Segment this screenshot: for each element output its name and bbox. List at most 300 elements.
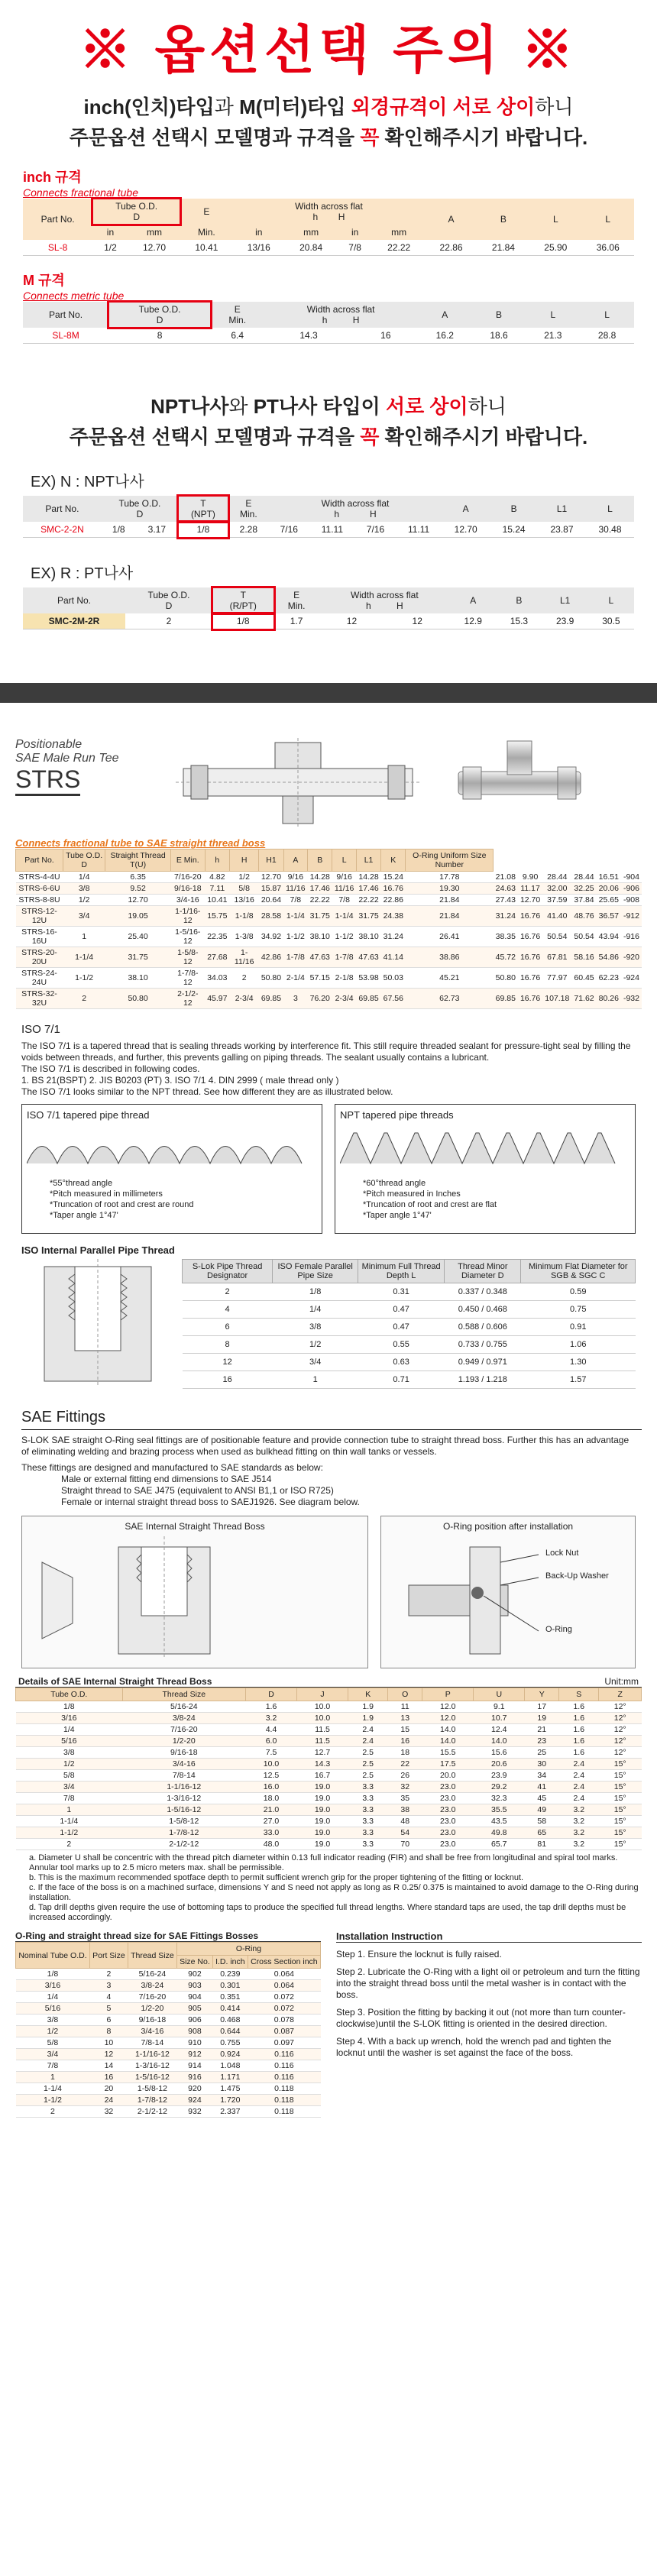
- table-cell: 20: [89, 2083, 128, 2095]
- header-cell: U: [474, 1688, 525, 1701]
- table-cell: 50.03: [381, 968, 406, 989]
- table-cell: 21: [525, 1724, 559, 1736]
- table-cell: 80.26: [597, 989, 621, 1009]
- table-cell: 904: [176, 1992, 212, 2003]
- oring-diagram-title: O-Ring position after installation: [442, 1521, 574, 1532]
- table-cell: 2.4: [559, 1793, 599, 1804]
- table-row: [16, 1969, 321, 1980]
- iso-paragraph: The ISO 7/1 is a tapered thread that is sealing threads working by interference fit. This still require threaded sealant for pressure-tight seal by filling the voids between threads, and further, this prevents galling on piping threads. The sealant usually contains a lubricant.: [21, 1040, 631, 1063]
- table-cell: STRS-8-8U: [16, 895, 63, 906]
- table-cell: 4: [89, 1992, 128, 2003]
- table-cell: 10.0: [297, 1701, 348, 1713]
- table-cell: 20.64: [259, 895, 283, 906]
- table-cell: -924: [621, 968, 642, 989]
- cell: 8: [108, 328, 211, 344]
- table-cell: 2.5: [348, 1747, 388, 1759]
- bullet: *Truncation of root and crest are flat: [363, 1200, 497, 1209]
- sae-standard: Straight thread to SAE J475 (equivalent to ANSI B1,1 or ISO R725): [61, 1485, 334, 1496]
- table-cell: 29.2: [474, 1782, 525, 1793]
- header-e: E Min.: [287, 590, 306, 611]
- table-cell: 62.23: [597, 968, 621, 989]
- table-cell: 3.3: [348, 1804, 388, 1816]
- table-cell: 910: [176, 2037, 212, 2049]
- table-cell: 37.59: [542, 895, 571, 906]
- cell: 11.11: [309, 522, 355, 538]
- header-a: A: [470, 595, 477, 606]
- table-cell: 1-11/16: [229, 947, 258, 968]
- oring-size-table: [15, 1942, 321, 2118]
- table-row: [16, 2072, 321, 2083]
- table-cell: 1-7/8-12: [122, 1827, 245, 1839]
- header-tube-od: Tube O.D. D: [118, 498, 161, 519]
- header-width: Width across flat h H: [350, 590, 419, 611]
- table-cell: STRS-12-12U: [16, 906, 63, 927]
- table-cell: 50.80: [494, 968, 518, 989]
- oring-size-title: O-Ring and straight thread size for SAE Fittings Bosses: [15, 1930, 321, 1942]
- table-cell: 1.720: [212, 2095, 248, 2106]
- part-no: SMC-2-2N: [23, 522, 102, 538]
- table-cell: 17.46: [308, 883, 332, 895]
- table-cell: 31.24: [494, 906, 518, 927]
- cell: 1.7: [274, 613, 319, 629]
- table-cell: 1-1/16-12: [122, 1782, 245, 1793]
- table-cell: 1-7/8: [332, 947, 357, 968]
- header-l: L: [608, 595, 614, 606]
- header-width: Width across flat h H: [295, 201, 363, 222]
- details-notes: [15, 1853, 642, 1923]
- table-cell: 27.43: [494, 895, 518, 906]
- sub-in: in: [106, 227, 115, 238]
- table-cell: 7.11: [205, 883, 229, 895]
- table-cell: 16.0: [245, 1782, 296, 1793]
- table-cell: 27.68: [205, 947, 229, 968]
- header-b: B: [500, 214, 507, 225]
- header-tube-od: Tube O.D. D: [108, 302, 211, 328]
- table-cell: 45.97: [205, 989, 229, 1009]
- table-cell: 12°: [599, 1713, 642, 1724]
- table-cell: 0.097: [248, 2037, 320, 2049]
- header-e: E Min.: [240, 498, 257, 519]
- table-cell: 3/4-16: [170, 895, 205, 906]
- table-cell: 0.414: [212, 2003, 248, 2015]
- part-no: SL-8: [23, 240, 92, 256]
- table-cell: 1.6: [245, 1701, 296, 1713]
- table-cell: 7/16-20: [128, 1992, 176, 2003]
- table-cell: 23.0: [422, 1816, 474, 1827]
- iso-parallel-section: [15, 1244, 642, 1389]
- table-cell: 2-1/2-12: [128, 2106, 176, 2118]
- parallel-thread-diagram: [21, 1259, 174, 1389]
- table-cell: 1.6: [559, 1736, 599, 1747]
- table-cell: 905: [176, 2003, 212, 2015]
- iso-title: ISO 7/1: [21, 1023, 60, 1036]
- table-cell: 0.55: [358, 1336, 445, 1354]
- table-cell: 19.0: [297, 1793, 348, 1804]
- table-cell: 21.84: [406, 895, 494, 906]
- table-cell: 50.80: [259, 968, 283, 989]
- table-cell: 1-7/8-12: [170, 968, 205, 989]
- table-cell: 8: [183, 1336, 273, 1354]
- table-cell: 24.38: [381, 906, 406, 927]
- table-cell: 1-1/4: [283, 906, 308, 927]
- table-cell: 19: [525, 1713, 559, 1724]
- bullet: *Truncation of root and crest are round: [50, 1200, 194, 1209]
- boss-diagram-title: SAE Internal Straight Thread Boss: [125, 1521, 265, 1532]
- table-cell: 32: [388, 1782, 422, 1793]
- table-cell: 9/16-18: [122, 1747, 245, 1759]
- table-cell: 5/16-24: [128, 1969, 176, 1980]
- sub-in: in: [255, 227, 263, 238]
- header-cell: Size No.: [176, 1956, 212, 1969]
- notice-text: 과: [214, 95, 240, 118]
- table-cell: 65.7: [474, 1839, 525, 1850]
- table-cell: 41.40: [542, 906, 571, 927]
- table-cell: 2-1/8: [332, 968, 357, 989]
- strs-table-section: [15, 837, 642, 1009]
- notice-text: 주문옵션 선택시 모델명과 규격을: [69, 126, 361, 149]
- table-cell: 2-1/2-12: [122, 1839, 245, 1850]
- table-row: [16, 2060, 321, 2072]
- table-cell: 15°: [599, 1770, 642, 1782]
- table-cell: 34.92: [259, 927, 283, 947]
- table-cell: 1: [273, 1371, 358, 1389]
- table-cell: 0.755: [212, 2037, 248, 2049]
- notice-text: inch(인치)타입: [83, 95, 215, 118]
- table-row: [16, 1701, 642, 1713]
- sae-paragraph: S-LOK SAE straight O-Ring seal fittings are of positionable feature and provide connection tube to straight thread boss. Further this has an advantage of eliminating welding and brazing process when used as bulkhead fitting on thin wall tanks or vessels.: [21, 1435, 629, 1457]
- header-cell: Thread Size: [122, 1688, 245, 1701]
- notice-text: 주문옵션 선택시 모델명과 규격을: [69, 426, 361, 448]
- table-cell: 8: [89, 2026, 128, 2037]
- table-cell: 19.0: [297, 1782, 348, 1793]
- table-cell: 23: [525, 1736, 559, 1747]
- table-cell: 1.6: [559, 1747, 599, 1759]
- table-cell: 15°: [599, 1804, 642, 1816]
- table-cell: 67.81: [542, 947, 571, 968]
- table-cell: 10.41: [205, 895, 229, 906]
- table-cell: 18: [388, 1747, 422, 1759]
- iso-paragraph: The ISO 7/1 is described in following codes.: [21, 1063, 200, 1074]
- cell: 21.84: [477, 240, 529, 256]
- table-cell: 5/16: [16, 2003, 90, 2015]
- table-cell: 15.87: [259, 883, 283, 895]
- sub-mm: mm: [147, 227, 162, 238]
- header-b: B: [496, 309, 503, 320]
- strs-label-2: SAE Male Run Tee: [15, 752, 119, 765]
- table-row: [16, 1827, 642, 1839]
- table-cell: 2-1/4: [283, 968, 308, 989]
- table-cell: 77.97: [542, 968, 571, 989]
- table-cell: 38.86: [406, 947, 494, 968]
- table-cell: STRS-24-24U: [16, 968, 63, 989]
- table-cell: 0.337 / 0.348: [445, 1283, 521, 1301]
- install-step: Step 2. Lubricate the O-Ring with a light oil or petroleum and turn the fitting into the straight thread boss until the metal washer is in contact with the boss.: [336, 1966, 640, 2000]
- cell: 1/8: [178, 522, 228, 538]
- details-unit: Unit:mm: [604, 1676, 639, 1687]
- table-cell: 19.0: [297, 1804, 348, 1816]
- oring-diagram: [380, 1516, 636, 1668]
- table-cell: 107.18: [542, 989, 571, 1009]
- table-row: [16, 2037, 321, 2049]
- cell: 23.87: [538, 522, 586, 538]
- table-cell: 54.86: [597, 947, 621, 968]
- table-cell: 38.10: [308, 927, 332, 947]
- table-cell: 16.76: [381, 883, 406, 895]
- table-cell: 2.5: [348, 1770, 388, 1782]
- header-l: L: [607, 503, 613, 514]
- table-cell: 15°: [599, 1827, 642, 1839]
- strs-tee-diagram: [168, 738, 443, 830]
- table-cell: 0.924: [212, 2049, 248, 2060]
- table-cell: 3/4-16: [122, 1759, 245, 1770]
- table-row: [183, 1283, 636, 1301]
- notice-highlight: 꼭: [360, 126, 380, 149]
- cell: 2.28: [228, 522, 269, 538]
- iso-parallel-body: [21, 1259, 636, 1389]
- table-cell: 11/16: [332, 883, 357, 895]
- notice-line-1: [0, 92, 657, 122]
- npt-thread-box: [335, 1104, 636, 1234]
- table-cell: 16.51: [597, 872, 621, 883]
- table-cell: 16: [388, 1736, 422, 1747]
- table-cell: 3/4-16: [128, 2026, 176, 2037]
- pt-example-table: [23, 587, 634, 629]
- table-cell: 1-5/16-12: [170, 927, 205, 947]
- cell: 25.90: [529, 240, 581, 256]
- table-cell: 0.078: [248, 2015, 320, 2026]
- table-cell: 11/16: [283, 883, 308, 895]
- table-cell: 15°: [599, 1839, 642, 1850]
- table-cell: 32: [89, 2106, 128, 2118]
- table-cell: 31.75: [356, 906, 380, 927]
- table-cell: 28.44: [571, 872, 596, 883]
- notice-text: PT나사 타입이: [253, 395, 386, 418]
- table-row: [23, 613, 634, 629]
- cell: 16: [354, 328, 418, 344]
- table-cell: 12.70: [259, 872, 283, 883]
- table-cell: 23.0: [422, 1827, 474, 1839]
- bullet: *Taper angle 1°47': [50, 1211, 118, 1220]
- table-cell: 31.75: [308, 906, 332, 927]
- table-cell: 22.86: [381, 895, 406, 906]
- table-cell: 3.3: [348, 1839, 388, 1850]
- inch-spec: [23, 167, 634, 256]
- table-cell: 1-7/8-12: [128, 2095, 176, 2106]
- table-cell: 4.82: [205, 872, 229, 883]
- table-cell: 916: [176, 2072, 212, 2083]
- table-cell: 0.087: [248, 2026, 320, 2037]
- table-cell: 0.468: [212, 2015, 248, 2026]
- notice-text: 하니: [535, 95, 574, 118]
- table-cell: 12°: [599, 1724, 642, 1736]
- table-cell: 3/8: [16, 2015, 90, 2026]
- table-row: [23, 240, 634, 256]
- table-row: [183, 1371, 636, 1389]
- table-cell: 14.0: [474, 1736, 525, 1747]
- header-cell: A: [283, 849, 308, 872]
- table-cell: 16.76: [518, 989, 542, 1009]
- strs-label-1: Positionable: [15, 738, 83, 751]
- table-cell: 21.84: [406, 906, 494, 927]
- table-cell: 1.475: [212, 2083, 248, 2095]
- header-cell: J: [297, 1688, 348, 1701]
- table-cell: 7.5: [245, 1747, 296, 1759]
- table-cell: 13: [388, 1713, 422, 1724]
- table-cell: 34: [525, 1770, 559, 1782]
- bullet: *Taper angle 1°47': [363, 1211, 432, 1220]
- header-part-no: Part No.: [45, 503, 79, 514]
- table-cell: 908: [176, 2026, 212, 2037]
- table-cell: 15°: [599, 1759, 642, 1770]
- table-cell: 26: [388, 1770, 422, 1782]
- table-cell: 58: [525, 1816, 559, 1827]
- cell: 1/8: [212, 613, 274, 629]
- table-cell: 1.171: [212, 2072, 248, 2083]
- table-cell: 7/16-20: [122, 1724, 245, 1736]
- table-cell: 3: [89, 1980, 128, 1992]
- table-row: [183, 1336, 636, 1354]
- table-cell: 5/8: [16, 1770, 123, 1782]
- table-row: [16, 906, 642, 927]
- table-cell: 3/8: [63, 883, 105, 895]
- table-cell: 1/8: [16, 1969, 90, 1980]
- install-block: [336, 1930, 642, 2118]
- table-cell: 28.44: [542, 872, 571, 883]
- details-table: [15, 1688, 642, 1850]
- header-a: A: [462, 503, 469, 514]
- metric-spec: [23, 270, 634, 344]
- notice-text: NPT나사: [150, 395, 229, 418]
- table-row: [16, 2106, 321, 2118]
- table-row: [183, 1354, 636, 1371]
- details-header: [15, 1676, 642, 1688]
- table-cell: 5: [89, 2003, 128, 2015]
- table-row: [16, 1736, 642, 1747]
- table-cell: 1/2: [229, 872, 258, 883]
- thread-compare: [21, 1104, 636, 1234]
- notice-line-2: [0, 122, 657, 153]
- table-cell: 10.7: [474, 1713, 525, 1724]
- table-row: [16, 947, 642, 968]
- table-cell: 3/8-24: [122, 1713, 245, 1724]
- table-cell: 12.5: [245, 1770, 296, 1782]
- table-cell: 48.0: [245, 1839, 296, 1850]
- table-cell: 1: [63, 927, 105, 947]
- washer-label: Back-Up Washer: [545, 1571, 609, 1581]
- table-cell: 7/16-20: [170, 872, 205, 883]
- strs-table-title: Connects fractional tube to SAE straight thread boss: [15, 837, 266, 849]
- header-cell: Cross Section inch: [248, 1956, 320, 1969]
- table-cell: 1.048: [212, 2060, 248, 2072]
- header-cell: H1: [259, 849, 283, 872]
- table-cell: 0.59: [521, 1283, 636, 1301]
- table-cell: STRS-16-16U: [16, 927, 63, 947]
- cell: 3.17: [136, 522, 178, 538]
- cell: 11.11: [396, 522, 442, 538]
- table-cell: 0.91: [521, 1319, 636, 1336]
- table-cell: 1-5/8-12: [170, 947, 205, 968]
- header-cell: Tube O.D.: [16, 1688, 123, 1701]
- oring-label: O-Ring: [545, 1625, 572, 1634]
- table-cell: 19.0: [297, 1816, 348, 1827]
- table-cell: 924: [176, 2095, 212, 2106]
- cell: 2: [125, 613, 212, 629]
- table-cell: 48: [388, 1816, 422, 1827]
- header-cell: E Min.: [170, 849, 205, 872]
- header-cell: P: [422, 1688, 474, 1701]
- table-cell: 0.118: [248, 2095, 320, 2106]
- table-cell: 11.17: [518, 883, 542, 895]
- install-step: Step 1. Ensure the locknut is fully raised.: [336, 1949, 502, 1960]
- table-cell: 38: [388, 1804, 422, 1816]
- table-cell: 12: [183, 1354, 273, 1371]
- table-cell: 50.54: [571, 927, 596, 947]
- notice-line-1: [0, 391, 657, 422]
- table-cell: 9/16-18: [128, 2015, 176, 2026]
- table-cell: 2.4: [559, 1759, 599, 1770]
- table-cell: 1-1/2: [16, 1827, 123, 1839]
- cell: 14.3: [264, 328, 353, 344]
- header-cell: I.D. inch: [212, 1956, 248, 1969]
- table-cell: 1-5/16-12: [122, 1804, 245, 1816]
- cell: 12: [319, 613, 385, 629]
- table-cell: 47.63: [356, 947, 380, 968]
- header-cell: Minimum Flat Diameter for SGB & SGC C: [521, 1260, 636, 1283]
- table-cell: -912: [621, 906, 642, 927]
- table-cell: 34.03: [205, 968, 229, 989]
- header-cell: L1: [356, 849, 380, 872]
- table-cell: 22.22: [356, 895, 380, 906]
- table-cell: 0.71: [358, 1371, 445, 1389]
- table-cell: 9/16: [332, 872, 357, 883]
- table-row: [16, 1770, 642, 1782]
- table-cell: 3/4: [16, 2049, 90, 2060]
- table-cell: 1/4: [273, 1301, 358, 1319]
- notice-highlight: 꼭: [360, 426, 380, 448]
- table-cell: 0.072: [248, 1992, 320, 2003]
- table-cell: 25.40: [105, 927, 171, 947]
- table-cell: 2.337: [212, 2106, 248, 2118]
- table-cell: 6: [183, 1319, 273, 1336]
- table-cell: 1-3/16-12: [128, 2060, 176, 2072]
- table-cell: 15: [388, 1724, 422, 1736]
- cell: 20.84: [285, 240, 337, 256]
- table-cell: STRS-20-20U: [16, 947, 63, 968]
- table-row: [16, 2095, 321, 2106]
- bullet: *Pitch measured in millimeters: [50, 1189, 163, 1199]
- header-a: A: [448, 214, 455, 225]
- details-title: Details of SAE Internal Straight Thread Boss: [18, 1676, 212, 1687]
- table-cell: 2: [16, 1839, 123, 1850]
- cell: 12.70: [442, 522, 490, 538]
- table-row: [16, 1804, 642, 1816]
- table-cell: 11: [388, 1701, 422, 1713]
- table-cell: 2: [63, 989, 105, 1009]
- header-t: T (R/PT): [212, 587, 274, 613]
- table-row: [16, 1992, 321, 2003]
- table-cell: STRS-4-4U: [16, 872, 63, 883]
- table-cell: 20.06: [597, 883, 621, 895]
- cell: 6.4: [211, 328, 264, 344]
- table-cell: 38.10: [105, 968, 171, 989]
- header-b: B: [510, 503, 517, 514]
- table-cell: 0.301: [212, 1980, 248, 1992]
- table-cell: 16.76: [518, 906, 542, 927]
- table-cell: 43.5: [474, 1816, 525, 1827]
- header-cell: h: [205, 849, 229, 872]
- table-row: [16, 2083, 321, 2095]
- table-cell: 45.21: [406, 968, 494, 989]
